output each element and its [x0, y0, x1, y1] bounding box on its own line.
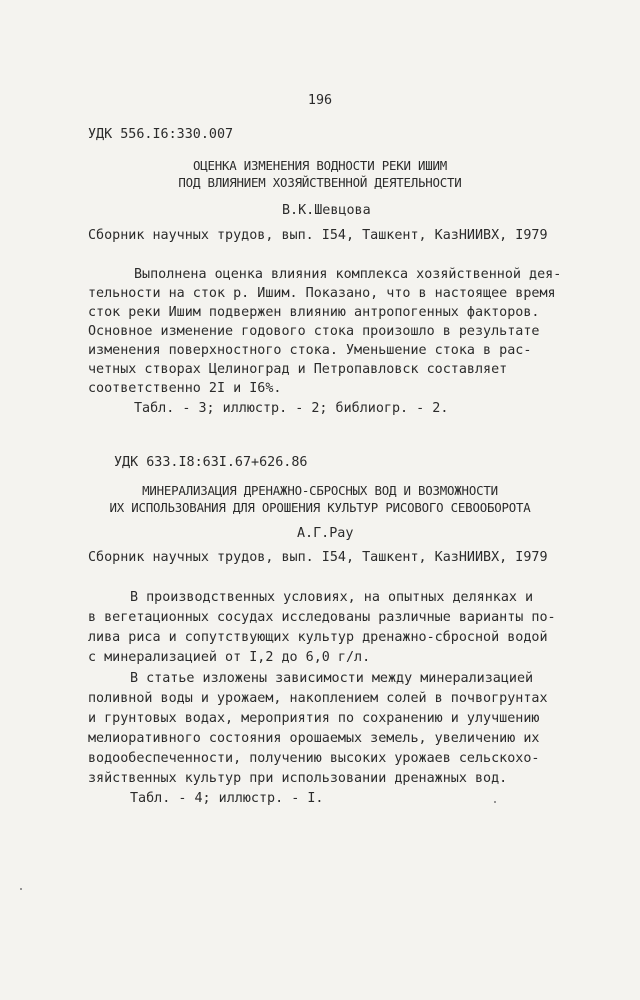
abstract-line: Выполнена оценка влияния комплекса хозяйственной дея- — [134, 267, 562, 282]
article-title-line: ИХ ИСПОЛЬЗОВАНИЯ ДЛЯ ОРОШЕНИЯ КУЛЬТУР РИСОВОГО СЕВООБОРОТА — [109, 500, 531, 515]
abstract-line: соответственно 2I и I6%. — [88, 381, 282, 396]
article-title-line: МИНЕРАЛИЗАЦИЯ ДРЕНАЖНО-СБРОСНЫХ ВОД И ВОЗМОЖНОСТИ — [142, 483, 498, 498]
abstract-line: поливной воды и урожаем, накоплением солей в почвогрунтах — [88, 691, 548, 706]
abstract-line: сток реки Ишим подвержен влиянию антропогенных факторов. — [88, 305, 540, 320]
abstract-line: зяйственных культур при использовании дренажных вод. — [88, 771, 508, 786]
page-number: 196 — [307, 93, 333, 108]
abstract-line: тельности на сток р. Ишим. Показано, что в настоящее время — [88, 286, 556, 301]
abstract-line: и грунтовых водах, мероприятия по сохранению и улучшению — [88, 711, 540, 726]
abstract-line: лива риса и сопутствующих культур дренажно-сбросной водой — [88, 630, 548, 645]
article-title-line: ПОД ВЛИЯНИЕМ ХОЗЯЙСТВЕННОЙ ДЕЯТЕЛЬНОСТИ — [178, 175, 462, 190]
abstract-line: В производственных условиях, на опытных делянках и — [130, 590, 534, 605]
abstract-line: Основное изменение годового стока произошло в результате — [88, 324, 540, 339]
source-citation: Сборник научных трудов, вып. I54, Ташкент, КазНИИВХ, I979 — [88, 550, 548, 565]
udk-code: УДК 556.I6:330.007 — [88, 127, 234, 142]
scan-speck — [494, 801, 496, 803]
abstract-line: четных створах Целиноград и Петропавловск составляет — [88, 362, 508, 377]
abstract-line: изменения поверхностного стока. Уменьшение стока в рас- — [88, 343, 532, 358]
abstract-line: мелиоративного состояния орошаемых земель, увеличению их — [88, 731, 540, 746]
udk-code: УДК 633.I8:63I.67+626.86 — [114, 455, 308, 470]
abstract-line: с минерализацией от I,2 до 6,0 г/л. — [88, 650, 371, 665]
abstract-line: водообеспеченности, получению высоких урожаев сельскохо- — [88, 751, 540, 766]
table-illustration-count: Табл. - 4; иллюстр. - I. — [130, 791, 324, 806]
article-title-line: ОЦЕНКА ИЗМЕНЕНИЯ ВОДНОСТИ РЕКИ ИШИМ — [192, 158, 448, 173]
abstract-line: в вегетационных сосудах исследованы различные варианты по- — [88, 610, 556, 625]
scan-speck — [20, 888, 22, 890]
author-name: В.К.Шевцова — [282, 203, 371, 218]
table-illustration-count: Табл. - 3; иллюстр. - 2; библиогр. - 2. — [134, 401, 449, 416]
source-citation: Сборник научных трудов, вып. I54, Ташкент, КазНИИВХ, I979 — [88, 228, 548, 243]
author-name: А.Г.Рау — [297, 526, 354, 541]
abstract-line: В статье изложены зависимости между минерализацией — [130, 671, 534, 686]
